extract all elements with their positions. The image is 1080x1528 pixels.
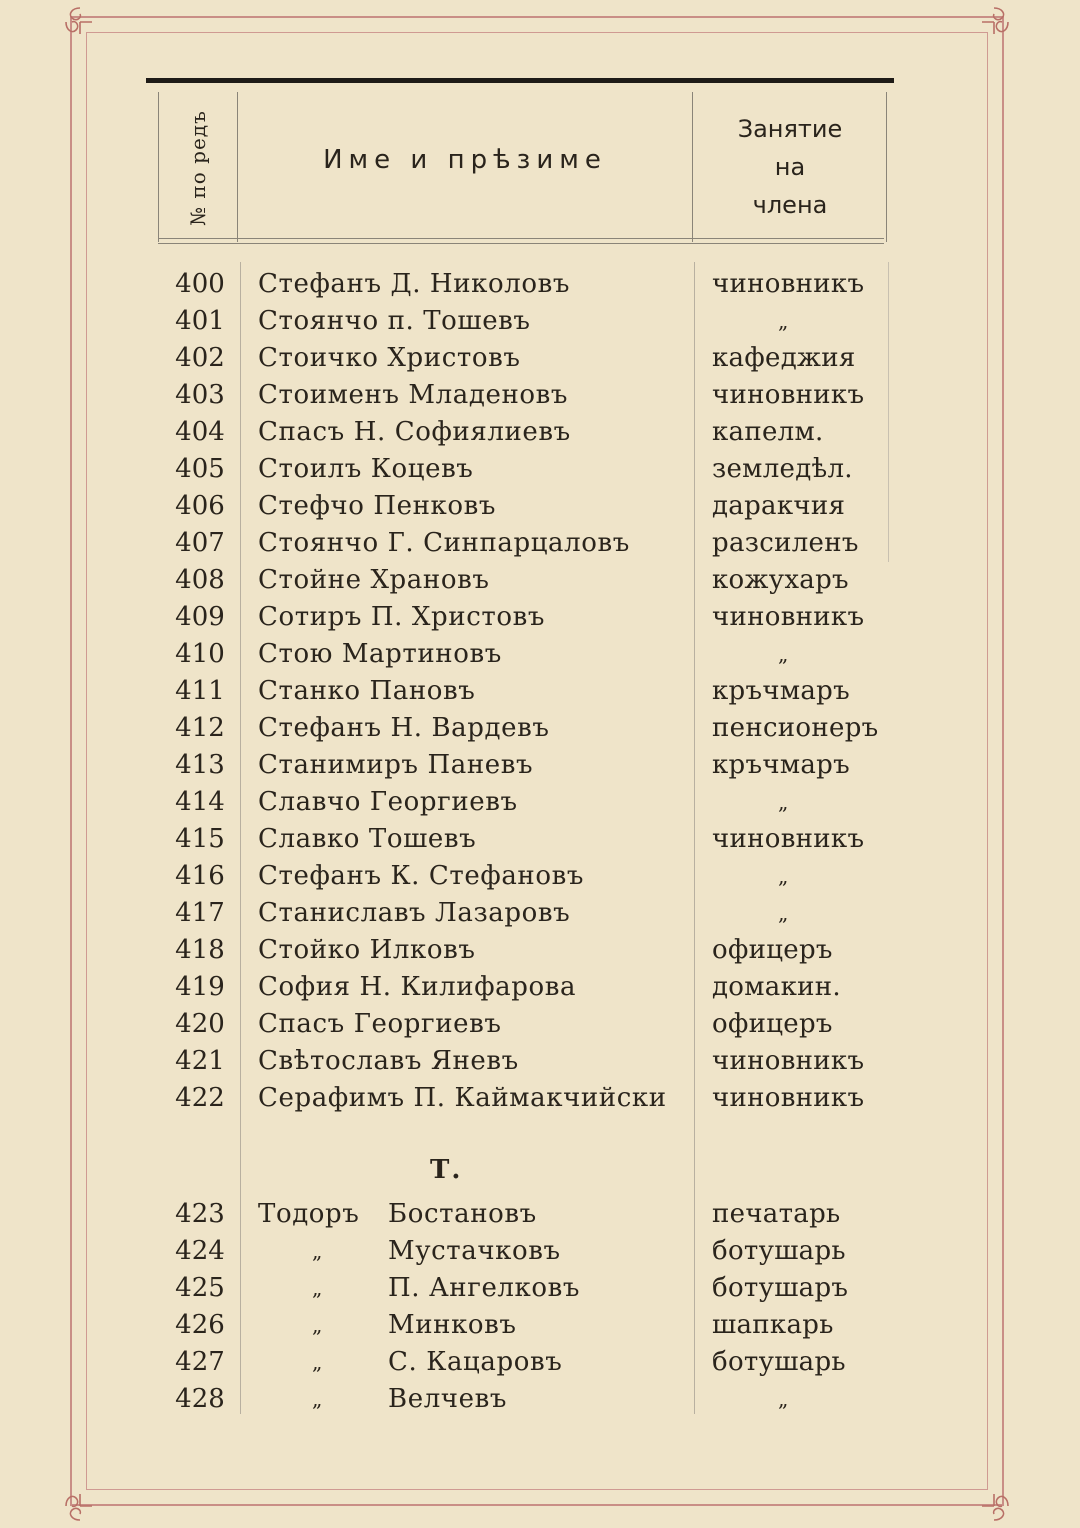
table-row: 402 Стоичко Христовъ кафеджия [175, 343, 856, 373]
table-row: 415 Славко Тошевъ чиновникъ [175, 824, 865, 854]
table-row: 413 Станимиръ Паневъ кръчмаръ [175, 750, 850, 780]
corner-ornament-icon [976, 1488, 1012, 1524]
table-row: 412 Стефанъ Н. Вардевъ пенсионеръ [175, 713, 879, 743]
table-row: 406 Стефчо Пенковъ даракчия [175, 491, 846, 521]
table-row: 423 Тодоръ Бостановъ печатарь [175, 1199, 841, 1229]
table-top-rule [146, 78, 894, 83]
table-row: 414 Славчо Георгиевъ „ [175, 787, 789, 817]
table-row: 421 Свѣтославъ Яневъ чиновникъ [175, 1046, 865, 1076]
table-row: 404 Спасъ Н. Софиялиевъ капелм. [175, 417, 824, 447]
table-row: 401 Стоянчо п. Тошевъ „ [175, 306, 789, 336]
table-row: 405 Стоилъ Коцевъ земледѣл. [175, 454, 853, 484]
table-divider [692, 92, 693, 242]
table-divider [886, 92, 887, 242]
table-row: 400 Стефанъ Д. Николовъ чиновникъ [175, 269, 865, 299]
table-row: 419 София Н. Килифарова домакин. [175, 972, 841, 1002]
table-row: 416 Стефанъ К. Стефановъ „ [175, 861, 789, 891]
column-header-number: № по редъ [186, 109, 210, 226]
table-row: 428 „ Велчевъ „ [175, 1384, 789, 1414]
table-row: 426 „ Минковъ шапкарь [175, 1310, 834, 1340]
corner-ornament-icon [62, 1488, 98, 1524]
table-row: 417 Станиславъ Лазаровъ „ [175, 898, 789, 928]
table-divider [158, 92, 159, 242]
table-row: 403 Стоименъ Младеновъ чиновникъ [175, 380, 865, 410]
header-bottom-rule [158, 238, 884, 239]
table-divider [237, 92, 238, 242]
column-header-occupation: Занятие на члена [737, 115, 843, 219]
table-row: 409 Сотиръ П. Христовъ чиновникъ [175, 602, 865, 632]
table-row: 408 Стойне Храновъ кожухаръ [175, 565, 849, 595]
table-row: 411 Станко Пановъ кръчмаръ [175, 676, 850, 706]
corner-ornament-icon [62, 4, 98, 40]
column-header-name: Име и прѣзиме [323, 145, 607, 175]
corner-ornament-icon [976, 4, 1012, 40]
section-letter-heading: Т. [430, 1155, 463, 1185]
table-row: 422 Серафимъ П. Каймакчийски чиновникъ [175, 1083, 865, 1113]
table-row: 418 Стойко Илковъ офицеръ [175, 935, 833, 965]
header-bottom-rule [158, 243, 884, 244]
table-row: 427 „ С. Кацаровъ ботушарь [175, 1347, 846, 1377]
table-row: 420 Спасъ Георгиевъ офицеръ [175, 1009, 833, 1039]
table-row: 424 „ Мустачковъ ботушарь [175, 1236, 846, 1266]
table-row: 425 „ П. Ангелковъ ботушаръ [175, 1273, 849, 1303]
table-row: 410 Стою Мартиновъ „ [175, 639, 789, 669]
table-row: 407 Стоянчо Г. Синпарцаловъ разсиленъ [175, 528, 859, 558]
